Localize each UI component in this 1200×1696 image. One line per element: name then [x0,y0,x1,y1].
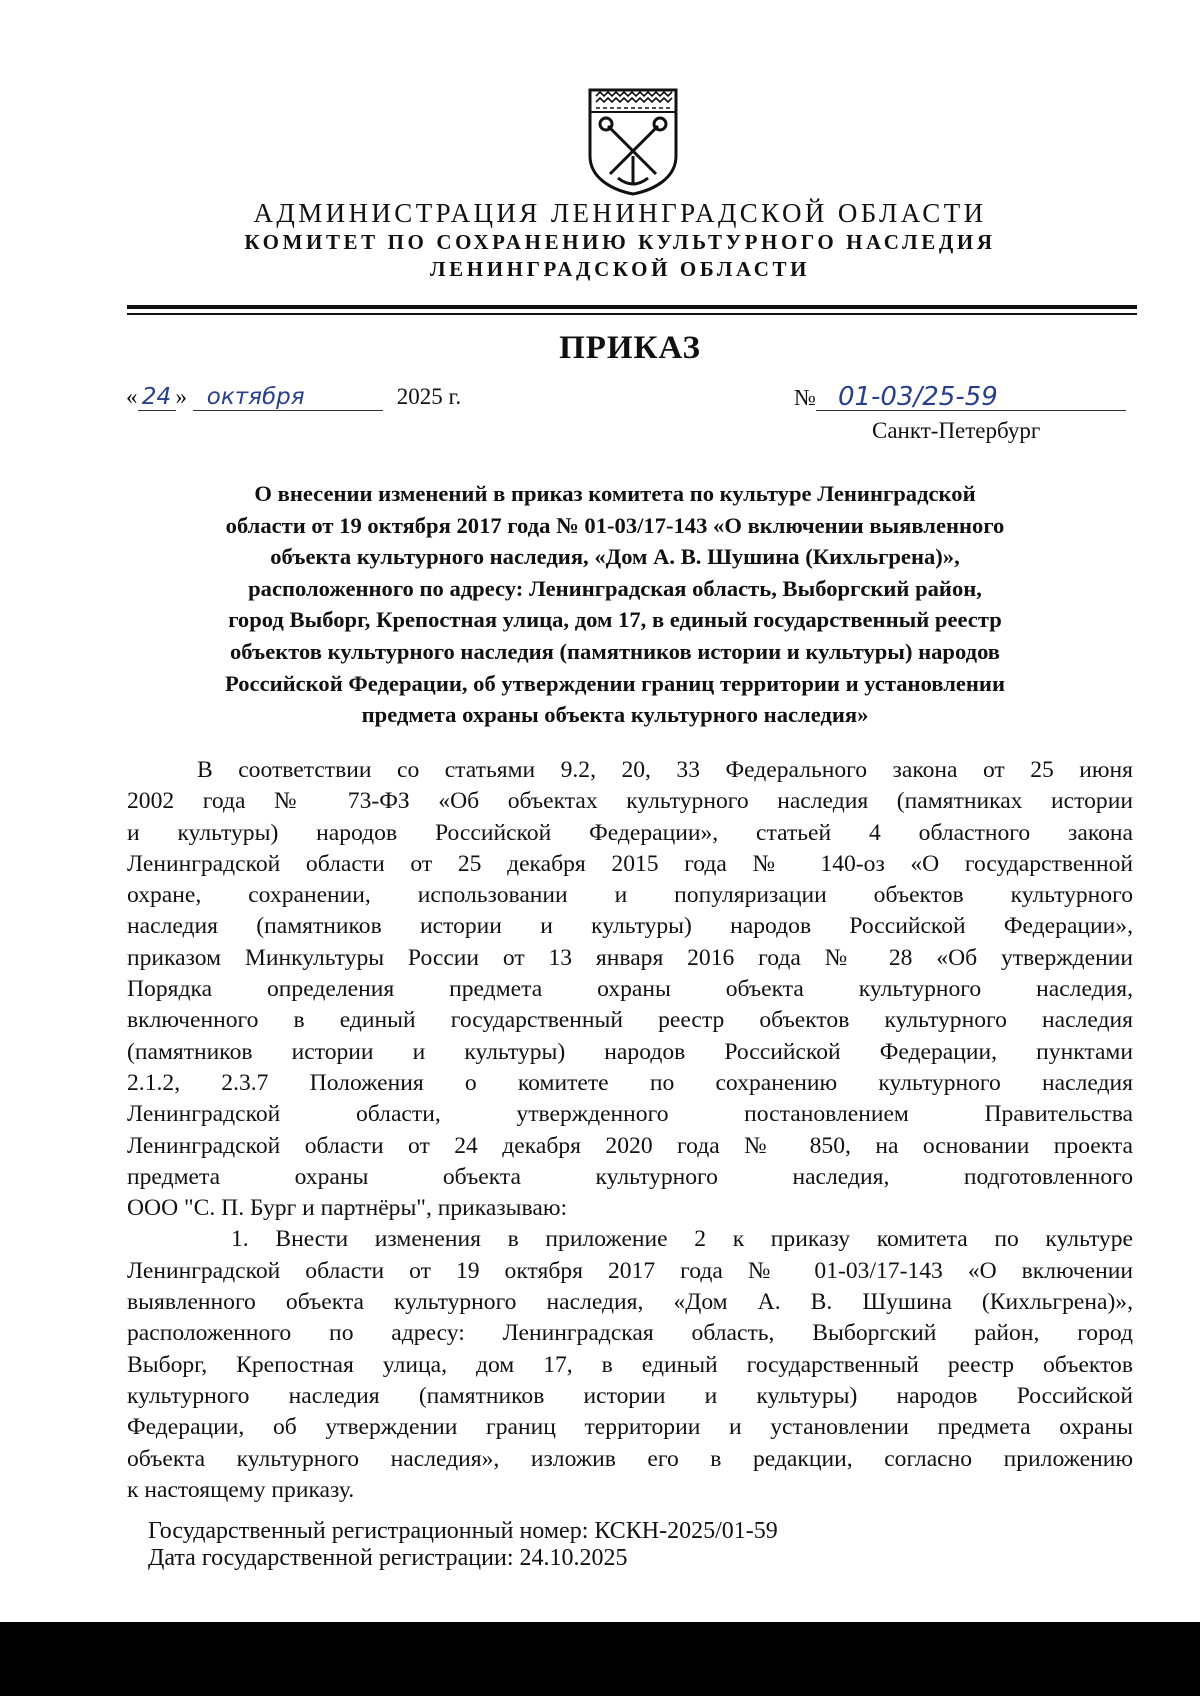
body-line: Ленинградской области от 24 декабря 2020 года № 850, на основании проекта [127,1132,1133,1159]
body-line: объекта культурного наследия», изложив его в редакции, согласно приложению [127,1445,1133,1472]
body-line: В соответствии со статьями 9.2, 20, 33 Федерального закона от 25 июня [197,757,1133,783]
registration-number: Государственный регистрационный номер: КСКН-2025/01-59 [148,1518,778,1544]
body-line: Ленинградской области от 25 декабря 2015 года № 140-оз «О государственной [127,850,1133,877]
document-type: ПРИКАЗ [559,330,701,366]
order-number [794,384,1126,411]
number-sign: № [794,385,816,410]
order-number-value: 01-03/25-59 [816,384,1126,411]
body-line: выявленного объекта культурного наследия, «Дом А. В. Шушина (Кихльгрена)», [127,1289,1133,1316]
body-line: Ленинградской области от 19 октября 2017 года № 01-03/17-143 «О включении [127,1257,1133,1284]
body-line: включенного в единый государственный реестр объектов культурного наследия [127,1007,1133,1034]
order-title [115,478,1115,731]
body-line: Ленинградской области, утвержденного постановлением Правительства [127,1101,1133,1128]
order-body [127,755,1133,1506]
body-line: расположенного по адресу: Ленинградская область, Выборгский район, город [127,1320,1133,1347]
title-line: расположенного по адресу: Ленинградская область, Выборгский район, [248,575,982,601]
title-line: объекта культурного наследия, «Дом А. В. Шушина (Кихльгрена)», [270,544,960,570]
body-line: предмета охраны объекта культурного наследия, подготовленного [127,1163,1133,1190]
date-month: октября [193,384,383,411]
body-line: (памятников истории и культуры) народов Российской Федерации, пунктами [127,1038,1133,1065]
body-line: к настоящему приказу. [127,1476,355,1503]
body-line: 1. Внести изменения в приложение 2 к приказу комитета по культуре [231,1226,1133,1253]
date-year: 2025 г. [396,384,462,409]
region-name: ЛЕНИНГРАДСКОЙ ОБЛАСТИ [429,257,811,281]
date-close-quote: » [175,384,187,409]
header-divider-thick [127,305,1137,309]
order-date [126,384,461,411]
title-line: О внесении изменений в приказ комитета по культуре Ленинградской [254,481,976,506]
issue-city: Санкт-Петербург [872,418,1041,443]
body-line: ООО "С. П. Бург и партнёры", приказываю: [127,1195,568,1222]
title-line: предмета охраны объекта культурного наследия» [361,702,869,728]
body-line: 2.1.2, 2.3.7 Положения о комитете по сохранению культурного наследия [127,1069,1133,1096]
body-line: наследия (памятников истории и культуры) народов Российской Федерации», [127,913,1133,940]
header-divider-thin [127,313,1137,315]
body-line: Порядка определения предмета охраны объекта культурного наследия, [127,976,1133,1003]
body-line: охране, сохранении, использовании и популяризации объектов культурного [127,882,1133,909]
body-line: Федерации, об утверждении границ территории и установлении предмета охраны [127,1414,1133,1441]
title-line: Российской Федерации, об утверждении границ территории и установлении [225,670,1005,696]
committee-name: КОМИТЕТ ПО СОХРАНЕНИЮ КУЛЬТУРНОГО НАСЛЕДИЯ [244,230,996,254]
coat-of-arms-icon [584,86,682,196]
title-line: город Выборг, Крепостная улица, дом 17, в единый государственный реестр [228,607,1002,633]
body-line: Выборг, Крепостная улица, дом 17, в единый государственный реестр объектов [127,1351,1133,1378]
body-line: 2002 года № 73-ФЗ «Об объектах культурного наследия (памятниках истории [127,788,1133,815]
title-line: области от 19 октября 2017 года № 01-03/17-143 «О включении выявленного [225,512,1005,538]
title-line: объектов культурного наследия (памятников истории и культуры) народов [229,638,1001,664]
date-day: 24 [138,384,176,411]
registration-date: Дата государственной регистрации: 24.10.2025 [148,1545,628,1571]
body-line: культурного наследия (памятников истории и культуры) народов Российской [127,1382,1133,1409]
date-open-quote: « [126,384,138,409]
body-line: приказом Минкультуры России от 13 января 2016 года № 28 «Об утверждении [127,944,1133,971]
body-line: и культуры) народов Российской Федерации», статьей 4 областного закона [127,819,1133,846]
administration-name: АДМИНИСТРАЦИЯ ЛЕНИНГРАДСКОЙ ОБЛАСТИ [253,198,987,228]
